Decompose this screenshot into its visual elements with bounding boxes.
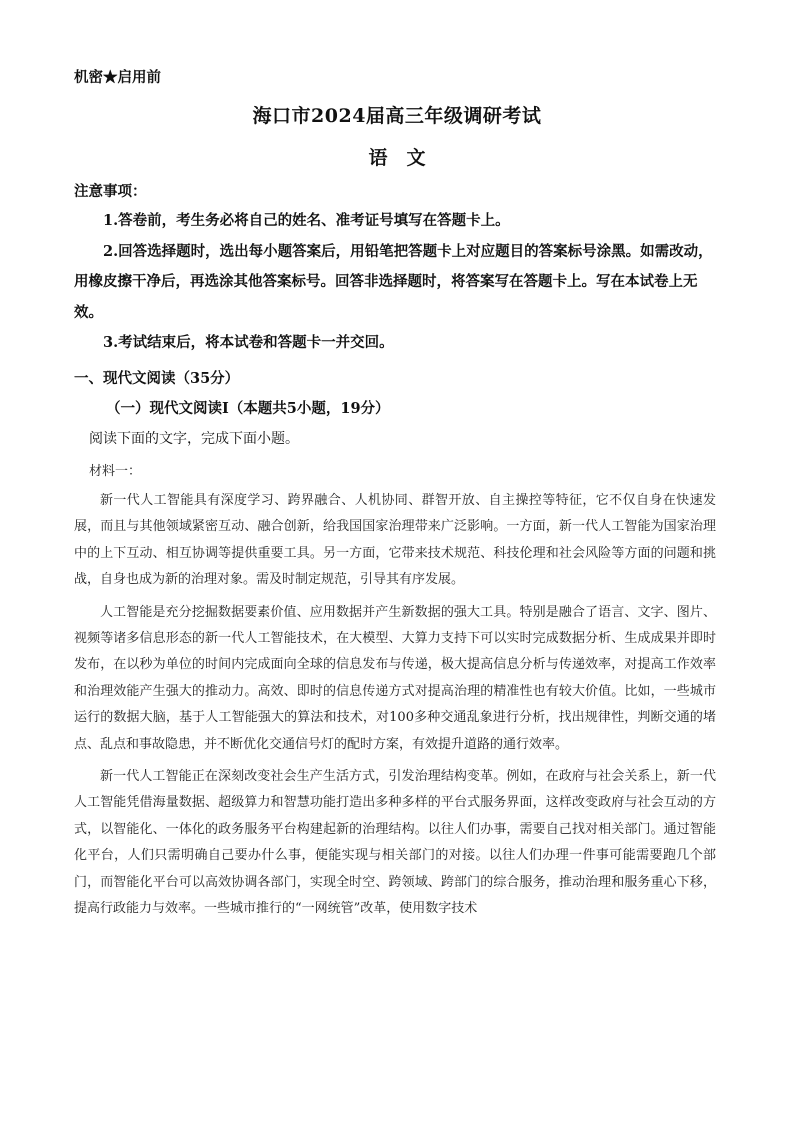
material-text	[74, 488, 716, 929]
material-paragraph: 新一代人工智能具有深度学习、跨界融合、人机协同、群智开放、自主操控等特征，它不仅自身在快速发展，而且与其他领域紧密互动、融合创新，给我国国家治理带来广泛影响。一方面，新一代人工智能为国家治理中的上下互动、相互协调等提供重要工具。另一方面，它带来技术规范、科技伦理和社会风险等方面的问题和挑战，自身也成为新的治理对象。需及时制定规范，引导其有序发展。	[74, 493, 716, 588]
confidential-label: 机密★启用前	[74, 69, 161, 86]
note-item: 3.考试结束后，将本试卷和答题卡一并交回。	[103, 334, 394, 351]
reading-instruction: 阅读下面的文字，完成下面小题。	[89, 431, 299, 447]
exam-title: 海口市2024届高三年级调研考试	[252, 105, 542, 127]
notes-heading: 注意事项：	[74, 183, 147, 200]
note-item: 2.回答选择题时，选出每小题答案后，用铅笔把答题卡上对应题目的答案标号涂黑。如需改动，用橡皮擦干净后，再选涂其他答案标号。回答非选择题时，将答案写在答题卡上。写在本试卷上无效。	[74, 242, 713, 321]
material-paragraph: 人工智能是充分挖掘数据要素价值、应用数据并产生新数据的强大工具。特别是融合了语言、文字、图片、视频等诸多信息形态的新一代人工智能技术，在大模型、大算力支持下可以实时完成数据分析、生成成果并即时发布，在以秒为单位的时间内完成面向全球的信息发布与传递，极大提高信息分析与传递效率，对提高工作效率和治理效能产生强大的推动力。高效、即时的信息传递方式对提高治理的精准性也有较大价值。比如，一些城市运行的数据大脑，基于人工智能强大的算法和技术，对100多种交通乱象进行分析，找出规律性，判断交通的堵点、乱点和事故隐患，并不断优化交通信号灯的配时方案，有效提升道路的通行效率。	[74, 604, 716, 752]
note-item: 1.答卷前，考生务必将自己的姓名、准考证号填写在答题卡上。	[103, 212, 510, 229]
subject-title: 语 文	[368, 147, 426, 169]
notes-list	[74, 206, 720, 359]
material-label: 材料一：	[89, 464, 142, 479]
section-heading: 一、现代文阅读（35分）	[74, 370, 240, 387]
subsection-heading: （一）现代文阅读Ⅰ（本题共5小题，19分）	[106, 400, 390, 417]
material-paragraph: 新一代人工智能正在深刻改变社会生产生活方式，引发治理结构变革。例如，在政府与社会关系上，新一代人工智能凭借海量数据、超级算力和智慧功能打造出多种多样的平台式服务界面，这样改变政府与社会互动的方式，以智能化、一体化的政务服务平台构建起新的治理结构。以往人们办事，需要自己找对相关部门。通过智能化平台，人们只需明确自己要办什么事，便能实现与相关部门的对接。以往人们办理一件事可能需要跑几个部门，而智能化平台可以高效协调各部门，实现全时空、跨领域、跨部门的综合服务，推动治理和服务重心下移，提高行政能力与效率。一些城市推行的“一网统管”改革，使用数字技术	[74, 769, 716, 917]
